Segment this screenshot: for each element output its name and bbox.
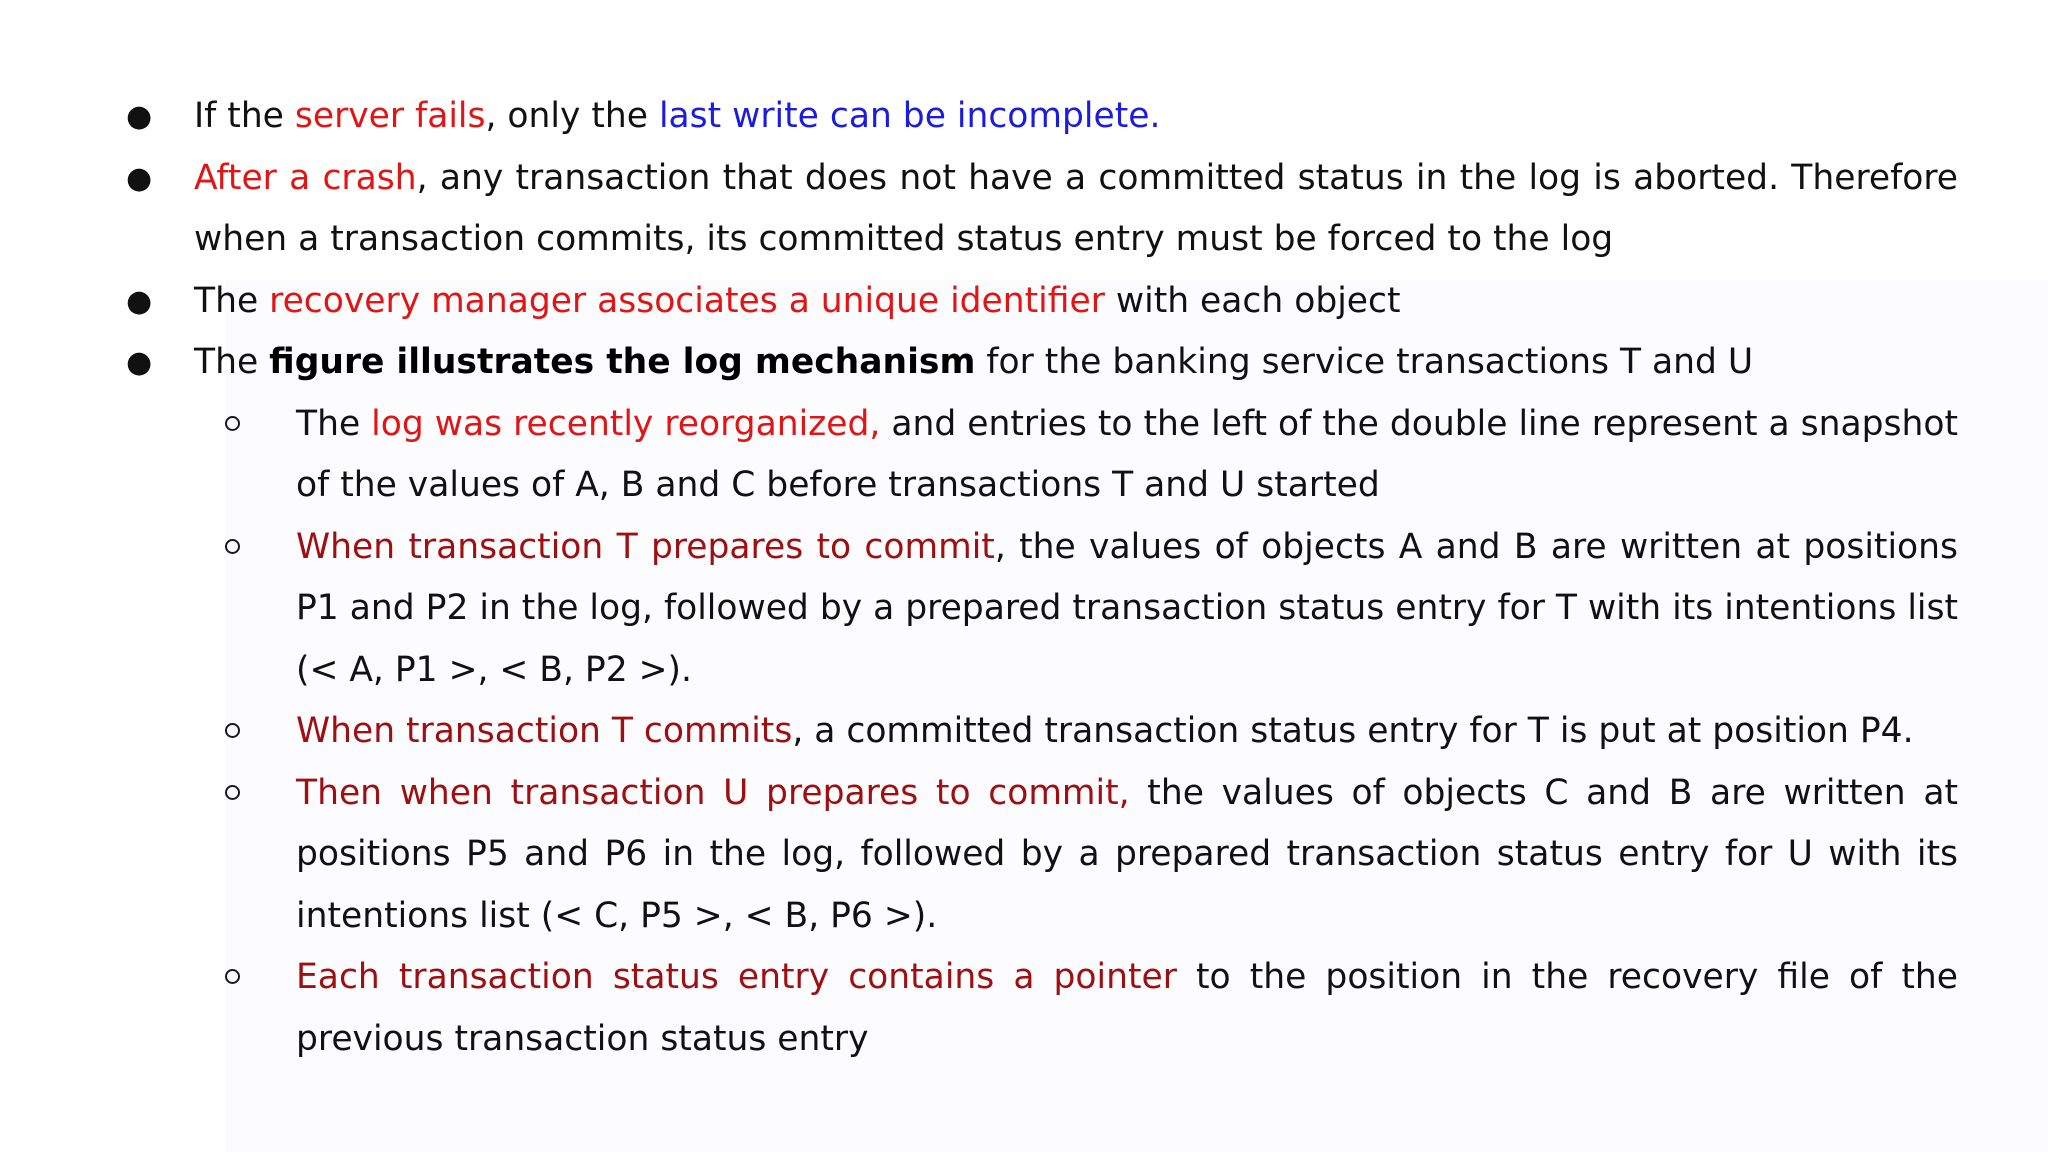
text-segment: , a committed transaction status entry for T is put at position P4. [792,711,1914,751]
circle-bullet-icon [225,723,240,738]
bold-text: figure illustrates the log mechanism [269,342,976,382]
circle-bullet-icon [225,785,240,800]
text-segment: and entries to the left of the double line represent a snapshot of the values of A, B and C before transactions T and U started [296,403,1958,505]
text-segment: , the values of objects A and B are written at positions P1 and P2 in the log, followed by a prepared transaction status entry for T with its intentions list (< A, P1 >, < B, P2 >). [296,526,1958,690]
highlight-text: log was recently reorganized, [371,403,881,444]
circle-bullet-icon [225,539,240,554]
highlight-text: Then when transaction U prepares to commit, [296,772,1130,813]
sub-bullet-item [296,394,1958,517]
bullet-dot-icon: ● [126,345,153,380]
circle-bullet-icon [225,416,240,431]
highlight-text: When transaction T commits [296,711,793,751]
text-segment: to the position in the recovery file of the previous transaction status entry [296,957,1958,1059]
sub-bullet-list [0,394,2048,1071]
bullet-item [126,332,1958,1070]
sub-bullet-item [296,701,1958,763]
highlight-text: When transaction T prepares to commit [296,526,995,567]
bullet-dot-icon: ● [126,99,153,134]
highlight-text: recovery manager associates a unique identifier [269,280,1105,321]
text-segment: for the banking service transactions T and U [975,342,1754,382]
bullet-item [126,148,1958,271]
highlight-text: server fails [294,96,486,136]
bullet-item [126,86,1958,148]
text-segment: , only the [485,96,659,136]
text-segment: with each object [1104,280,1401,321]
highlight-text: After a crash [194,157,417,198]
text-segment: If the [194,96,295,136]
highlight-text: last write can be incomplete. [658,96,1161,136]
sub-bullet-item [296,763,1958,948]
bullet-dot-icon: ● [126,160,153,196]
text-segment: The [194,280,270,321]
bullet-list [0,86,2048,1070]
highlight-text: Each transaction status entry contains a pointer [296,957,1177,997]
circle-bullet-icon [225,969,240,984]
text-segment: , any transaction that does not have a committed status in the log is aborted. Therefore when a transaction commits, its committed status entry must be forced to the log [194,157,1958,259]
sub-bullet-item [296,947,1958,1070]
bullet-dot-icon: ● [126,283,153,319]
text-segment: the values of objects C and B are written at positions P5 and P6 in the log, followed by a prepared transaction status entry for U with its intentions list (< C, P5 >, < B, P6 >). [296,772,1958,936]
text-segment: The [194,342,270,382]
sub-bullet-item [296,517,1958,702]
text-segment: The [296,403,372,444]
bullet-item [126,271,1958,333]
